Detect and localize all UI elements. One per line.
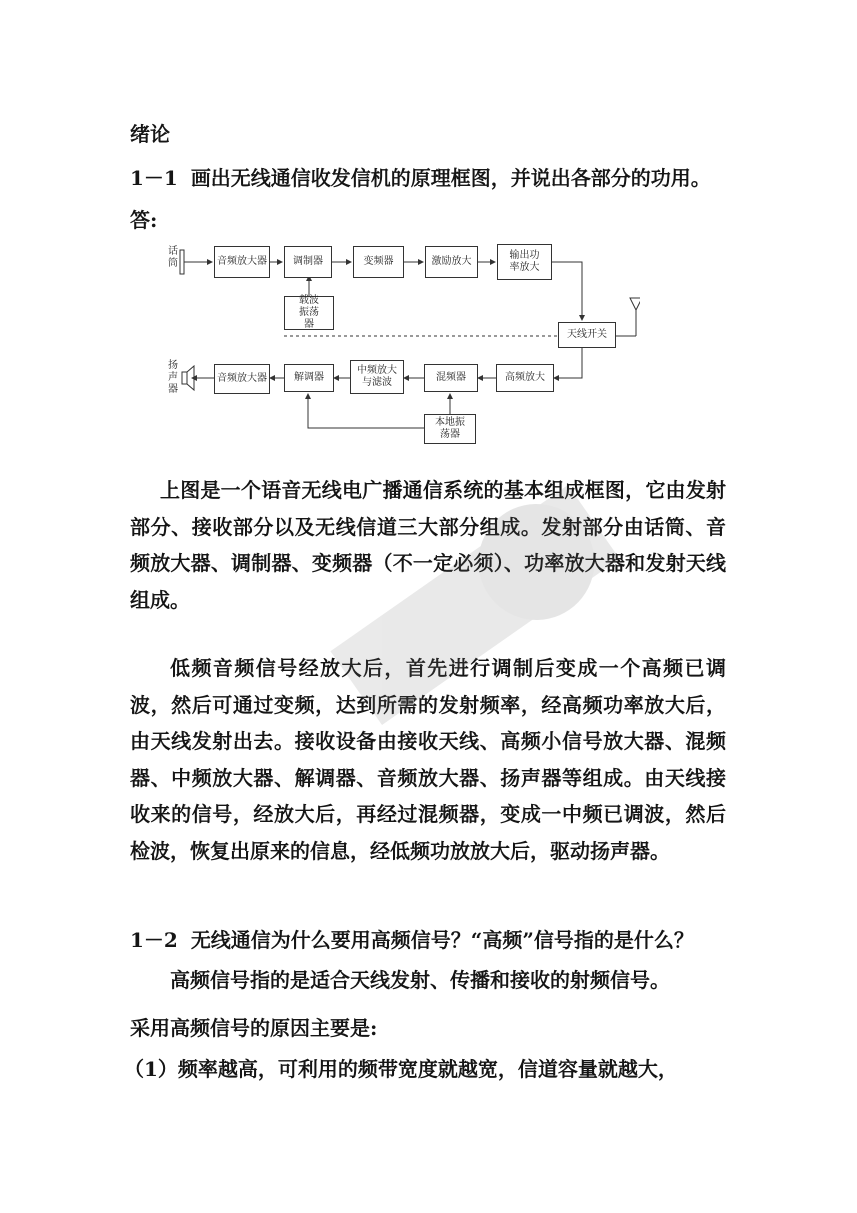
transceiver-block-diagram xyxy=(160,236,640,446)
antenna-switch-block: 天线开关 xyxy=(558,322,616,348)
question-1-number: 1－1 xyxy=(130,166,178,190)
modulator-block: 调制器 xyxy=(284,246,332,278)
paragraph-3: 高频信号指的是适合天线发射、传播和接收的射频信号。 xyxy=(170,968,670,992)
local-oscillator-block: 本地振荡器 xyxy=(424,414,476,444)
speaker-label: 扬声器 xyxy=(168,360,178,395)
question-2-number: 1－2 xyxy=(130,928,178,952)
paragraph-1: 上图是一个语音无线电广播通信系统的基本组成框图，它由发射部分、接收部分以及无线信道三大部分组成。发射部分由话筒、音频放大器、调制器、变频器（不一定必须）、功率放大器和发射天线组成。 xyxy=(130,478,726,612)
paragraph-2: 低频音频信号经放大后，首先进行调制后变成一个高频已调波，然后可通过变频，达到所需的发射频率，经高频功率放大后，由天线发射出去。接收设备由接收天线、高频小信号放大器、混频器、中频放大器、解调器、音频放大器、扬声器等组成。由天线接收来的信号，经放大后，再经过混频器，变成一中频已调波，然后检波，恢复出原来的信息，经低频功放放大后，驱动扬声器。 xyxy=(130,656,726,863)
section-title: 绪论 xyxy=(130,122,170,146)
rf-amp-block: 高频放大 xyxy=(496,364,554,392)
microphone-icon xyxy=(180,250,212,274)
demodulator-block: 解调器 xyxy=(284,364,334,392)
converter-block: 变频器 xyxy=(353,246,404,278)
mic-label: 话筒 xyxy=(168,246,178,269)
carrier-oscillator-block: 载波振荡器 xyxy=(284,296,334,330)
tx-audio-amp-block: 音频放大器 xyxy=(214,246,270,278)
reason-item-1: （1）频率越高，可利用的频带宽度就越宽，信道容量就越大， xyxy=(124,1057,678,1081)
output-power-amp-block: 输出功率放大 xyxy=(497,244,552,280)
question-2 xyxy=(130,924,694,953)
driver-amp-block: 激励放大 xyxy=(425,246,478,278)
rx-audio-amp-block: 音频放大器 xyxy=(214,364,270,394)
mixer-block: 混频器 xyxy=(424,364,478,392)
question-1-text: 画出无线通信收发信机的原理框图，并说出各部分的功用。 xyxy=(190,166,711,190)
antenna-icon xyxy=(616,298,640,336)
question-1 xyxy=(130,162,711,191)
answer-label: 答: xyxy=(130,208,158,232)
question-2-text: 无线通信为什么要用高频信号？“高频”信号指的是什么？ xyxy=(190,928,694,952)
reasons-intro: 采用高频信号的原因主要是: xyxy=(130,1016,378,1040)
if-amp-filter-block: 中频放大与滤波 xyxy=(350,360,404,394)
